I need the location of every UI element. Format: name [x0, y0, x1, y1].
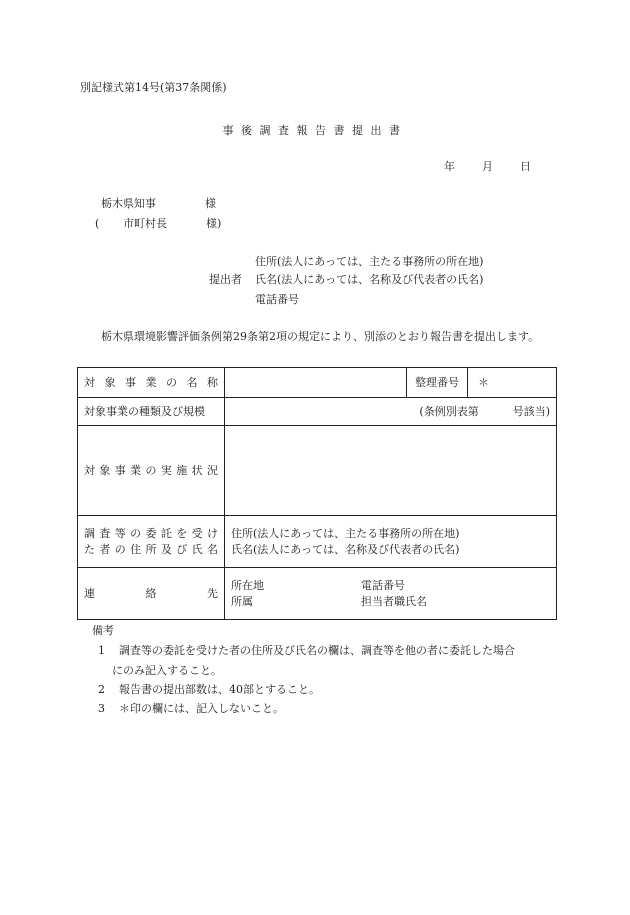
contact-phone: 電話番号: [361, 578, 405, 592]
addressee-paren: (: [95, 217, 100, 230]
scale-prefix: (条例別表第: [419, 404, 479, 418]
addressee-honorific: 様: [205, 197, 216, 210]
label-contractor-line2: た者の住所及び氏名: [84, 542, 218, 556]
addressee-governor: 栃木県知事: [101, 197, 156, 210]
scale-suffix: 号該当): [512, 404, 550, 418]
remark-number: 3: [98, 702, 105, 715]
document-title: 事後調査報告書提出書: [222, 124, 408, 137]
contractor-cell[interactable]: [225, 516, 557, 568]
form-number: 別記様式第14号(第37条関係): [80, 81, 227, 94]
implementation-status-cell[interactable]: [225, 426, 557, 516]
label-project-name: 対象事業の名称: [78, 368, 225, 398]
remark-number: 2: [98, 683, 105, 696]
contact-location: 所在地: [231, 578, 264, 592]
addressee-governor-line: [101, 197, 216, 211]
remark-item: [98, 641, 558, 681]
contractor-address: 住所(法人にあっては、主たる事務所の所在地): [231, 526, 460, 540]
contractor-name: 氏名(法人にあっては、名称及び代表者の氏名): [231, 542, 460, 556]
remark-item: [98, 680, 558, 700]
label-contact: 連絡先: [78, 568, 225, 620]
label-implementation-status: 対象事業の実施状況: [78, 426, 225, 516]
remark-number: 1: [98, 644, 105, 657]
project-type-cell[interactable]: [225, 398, 557, 426]
date-line: [444, 160, 531, 174]
remark-text: 調査等の委託を受けた者の住所及び氏名の欄は、調査等を他の者に委託した場合: [119, 644, 515, 657]
submitter-label: 提出者: [209, 273, 242, 286]
report-form-table: [77, 367, 557, 620]
addressee-mayor-line: [95, 217, 221, 231]
remark-text: 報告書の提出部数は、40部とすること。: [119, 683, 320, 696]
label-contractor-line1: 調査等の委託を受け: [84, 526, 218, 540]
table-row: [78, 426, 557, 516]
label-contractor: [78, 516, 225, 568]
table-row: [78, 368, 557, 398]
table-row: [78, 568, 557, 620]
contact-department: 所属: [231, 594, 253, 608]
remark-text-continued: にのみ記入すること。: [112, 664, 222, 677]
date-day: 日: [520, 160, 531, 173]
submitter-address: 住所(法人にあっては、主たる事務所の所在地): [255, 255, 484, 268]
seiri-number-label: 整理番号: [406, 368, 468, 397]
remark-text: ＊印の欄には、記入しないこと。: [119, 702, 284, 715]
seiri-mark: ＊: [478, 375, 489, 389]
remark-item: [98, 699, 558, 719]
table-row: [78, 398, 557, 426]
table-row: [78, 516, 557, 568]
contact-cell[interactable]: [225, 568, 557, 620]
label-project-type: 対象事業の種類及び規模: [78, 398, 225, 426]
submitter-phone: 電話番号: [255, 293, 299, 306]
submitter-name: 氏名(法人にあっては、名称及び代表者の氏名): [255, 273, 484, 286]
addressee-mayor: 市町村長: [123, 217, 167, 230]
body-text: 栃木県環境影響評価条例第29条第2項の規定により、別添のとおり報告書を提出します。: [101, 330, 540, 343]
date-year: 年: [444, 160, 455, 173]
remarks-title: 備考: [92, 624, 114, 637]
addressee-mayor-honorific: 様): [206, 217, 222, 230]
project-name-cell[interactable]: [225, 368, 557, 398]
contact-person: 担当者職氏名: [361, 594, 427, 608]
date-month: 月: [482, 160, 493, 173]
